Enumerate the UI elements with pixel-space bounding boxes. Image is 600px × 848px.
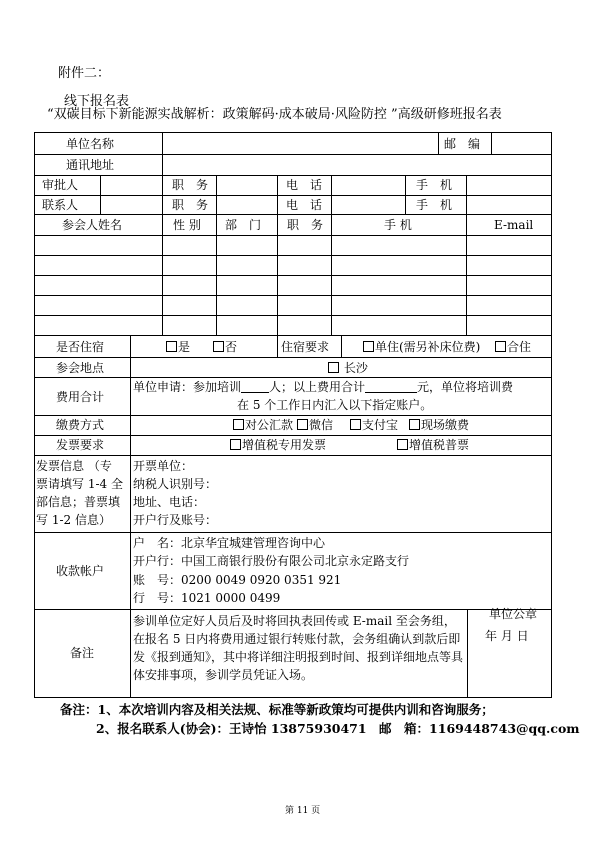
pay-option-onsite[interactable]: 现场缴费 xyxy=(409,418,469,432)
checkbox-icon xyxy=(350,419,361,430)
lodging-req-label: 住宿要求 xyxy=(281,340,330,354)
participant-name-header: 参会人姓名 xyxy=(62,218,123,232)
invoice-taxid-field[interactable]: 纳税人识别号： xyxy=(133,477,218,491)
account-name-line: 户 名：北京华宜城建管理咨询中心 xyxy=(133,536,326,550)
attendee-count-field[interactable] xyxy=(241,380,269,393)
postcode-field[interactable] xyxy=(492,133,550,153)
participant-position-header: 职 务 xyxy=(287,218,324,232)
account-number-line: 账 号：0200 0049 0920 0351 921 xyxy=(133,573,342,587)
venue-option[interactable]: 长沙 xyxy=(328,361,368,375)
account-bank-line: 开户行：中国工商银行股份有限公司北京永定路支行 xyxy=(133,554,410,568)
invoice-info-label-1: 发票信息 （专 xyxy=(36,459,112,473)
form-subtitle: 线下报名表 xyxy=(64,94,130,109)
approver-position-label: 职 务 xyxy=(172,178,209,192)
checkbox-icon xyxy=(233,419,244,430)
contact-position-label: 职 务 xyxy=(172,198,209,212)
fee-label: 费用合计 xyxy=(56,390,105,404)
checkbox-icon xyxy=(363,341,374,352)
note-line-2: 2、报名联系人(协会)：王诗怡 13875930471 邮 箱：1169448743@qq.com xyxy=(96,721,580,736)
unit-name-field[interactable] xyxy=(163,133,437,153)
checkbox-icon xyxy=(166,341,177,352)
account-label: 收款帐户 xyxy=(56,564,105,578)
participant-mobile-header: 手 机 xyxy=(384,218,412,232)
payment-label: 缴费方式 xyxy=(56,418,105,432)
checkbox-icon xyxy=(397,439,408,450)
lodging-no-option[interactable]: 否 xyxy=(213,340,237,354)
annex-label: 附件二： xyxy=(58,66,111,81)
checkbox-icon xyxy=(495,341,506,352)
participant-gender-header: 性 别 xyxy=(173,218,201,232)
note-line-1: 备注：1、本次培训内容及相关法规、标准等新政策均可提供内训和咨询服务； xyxy=(60,702,494,717)
account-code-line: 行 号：1021 0000 0499 xyxy=(133,591,281,605)
postcode-label: 邮 编 xyxy=(444,137,481,151)
invoice-info-label-2: 票请填写 1-4 全 xyxy=(36,477,123,491)
fee-line-1: 单位申请：参加培训 人；以上费用合计 元，单位将培训费 xyxy=(133,380,514,394)
contact-phone-label: 电 话 xyxy=(286,198,323,212)
checkbox-icon xyxy=(409,419,420,430)
approver-phone-label: 电 话 xyxy=(286,178,323,192)
checkbox-icon xyxy=(230,439,241,450)
remark-label: 备注 xyxy=(70,646,95,660)
lodging-shared-option[interactable]: 合住 xyxy=(495,340,531,354)
invoice-unit-field[interactable]: 开票单位： xyxy=(133,459,194,473)
invoice-info-label-4: 写 1-2 信息） xyxy=(36,513,111,527)
checkbox-icon xyxy=(213,341,224,352)
participant-dept-header: 部 门 xyxy=(225,218,262,232)
pay-option-alipay[interactable]: 支付宝 xyxy=(350,418,398,432)
fee-total-field[interactable] xyxy=(365,380,417,393)
remark-text: 参训单位定好人员后及时将回执表回传或 E-mail 至会务组，在报名 5 日内将费用通过银行转账付款，会务组确认到款后即发《报到通知》，其中将详细注明报到时间、报到详细地点等具体安排事项，参训学员凭证入场。 xyxy=(133,614,464,682)
fee-line-2: 在 5 个工作日内汇入以下指定账户。 xyxy=(237,398,433,412)
address-label: 通讯地址 xyxy=(66,158,115,172)
approver-mobile-label: 手 机 xyxy=(416,178,453,192)
lodging-label: 是否住宿 xyxy=(56,340,105,354)
lodging-yes-option[interactable]: 是 xyxy=(166,340,190,354)
contact-mobile-label: 手 机 xyxy=(416,198,453,212)
invoice-req-label: 发票要求 xyxy=(56,438,105,452)
venue-label: 参会地点 xyxy=(56,361,105,375)
contact-label: 联系人 xyxy=(42,198,79,212)
invoice-address-field[interactable]: 地址、电话： xyxy=(133,495,206,509)
pay-option-bank[interactable]: 对公汇款 xyxy=(233,418,293,432)
participant-email-header: E-mail xyxy=(494,218,534,232)
checkbox-icon xyxy=(297,419,308,430)
pay-option-wechat[interactable]: 微信 xyxy=(297,418,333,432)
form-title: “双碳目标下新能源实战解析：政策解码·成本破局·风险防控 ”高级研修班报名表 xyxy=(47,107,502,122)
lodging-single-option[interactable]: 单住(需另补床位费) xyxy=(363,340,480,354)
seal-label: 单位公章 xyxy=(489,607,538,621)
invoice-bank-field[interactable]: 开户行及账号： xyxy=(133,513,218,527)
invoice-normal-option[interactable]: 增值税普票 xyxy=(397,438,469,452)
address-field[interactable] xyxy=(163,155,550,174)
unit-name-label: 单位名称 xyxy=(66,137,115,151)
invoice-special-option[interactable]: 增值税专用发票 xyxy=(230,438,326,452)
invoice-info-label-3: 部信息；普票填 xyxy=(36,495,121,509)
checkbox-icon xyxy=(328,362,339,373)
page-number: 第 11 页 xyxy=(285,806,321,816)
date-label: 年 月 日 xyxy=(485,629,529,643)
approver-label: 审批人 xyxy=(42,178,79,192)
